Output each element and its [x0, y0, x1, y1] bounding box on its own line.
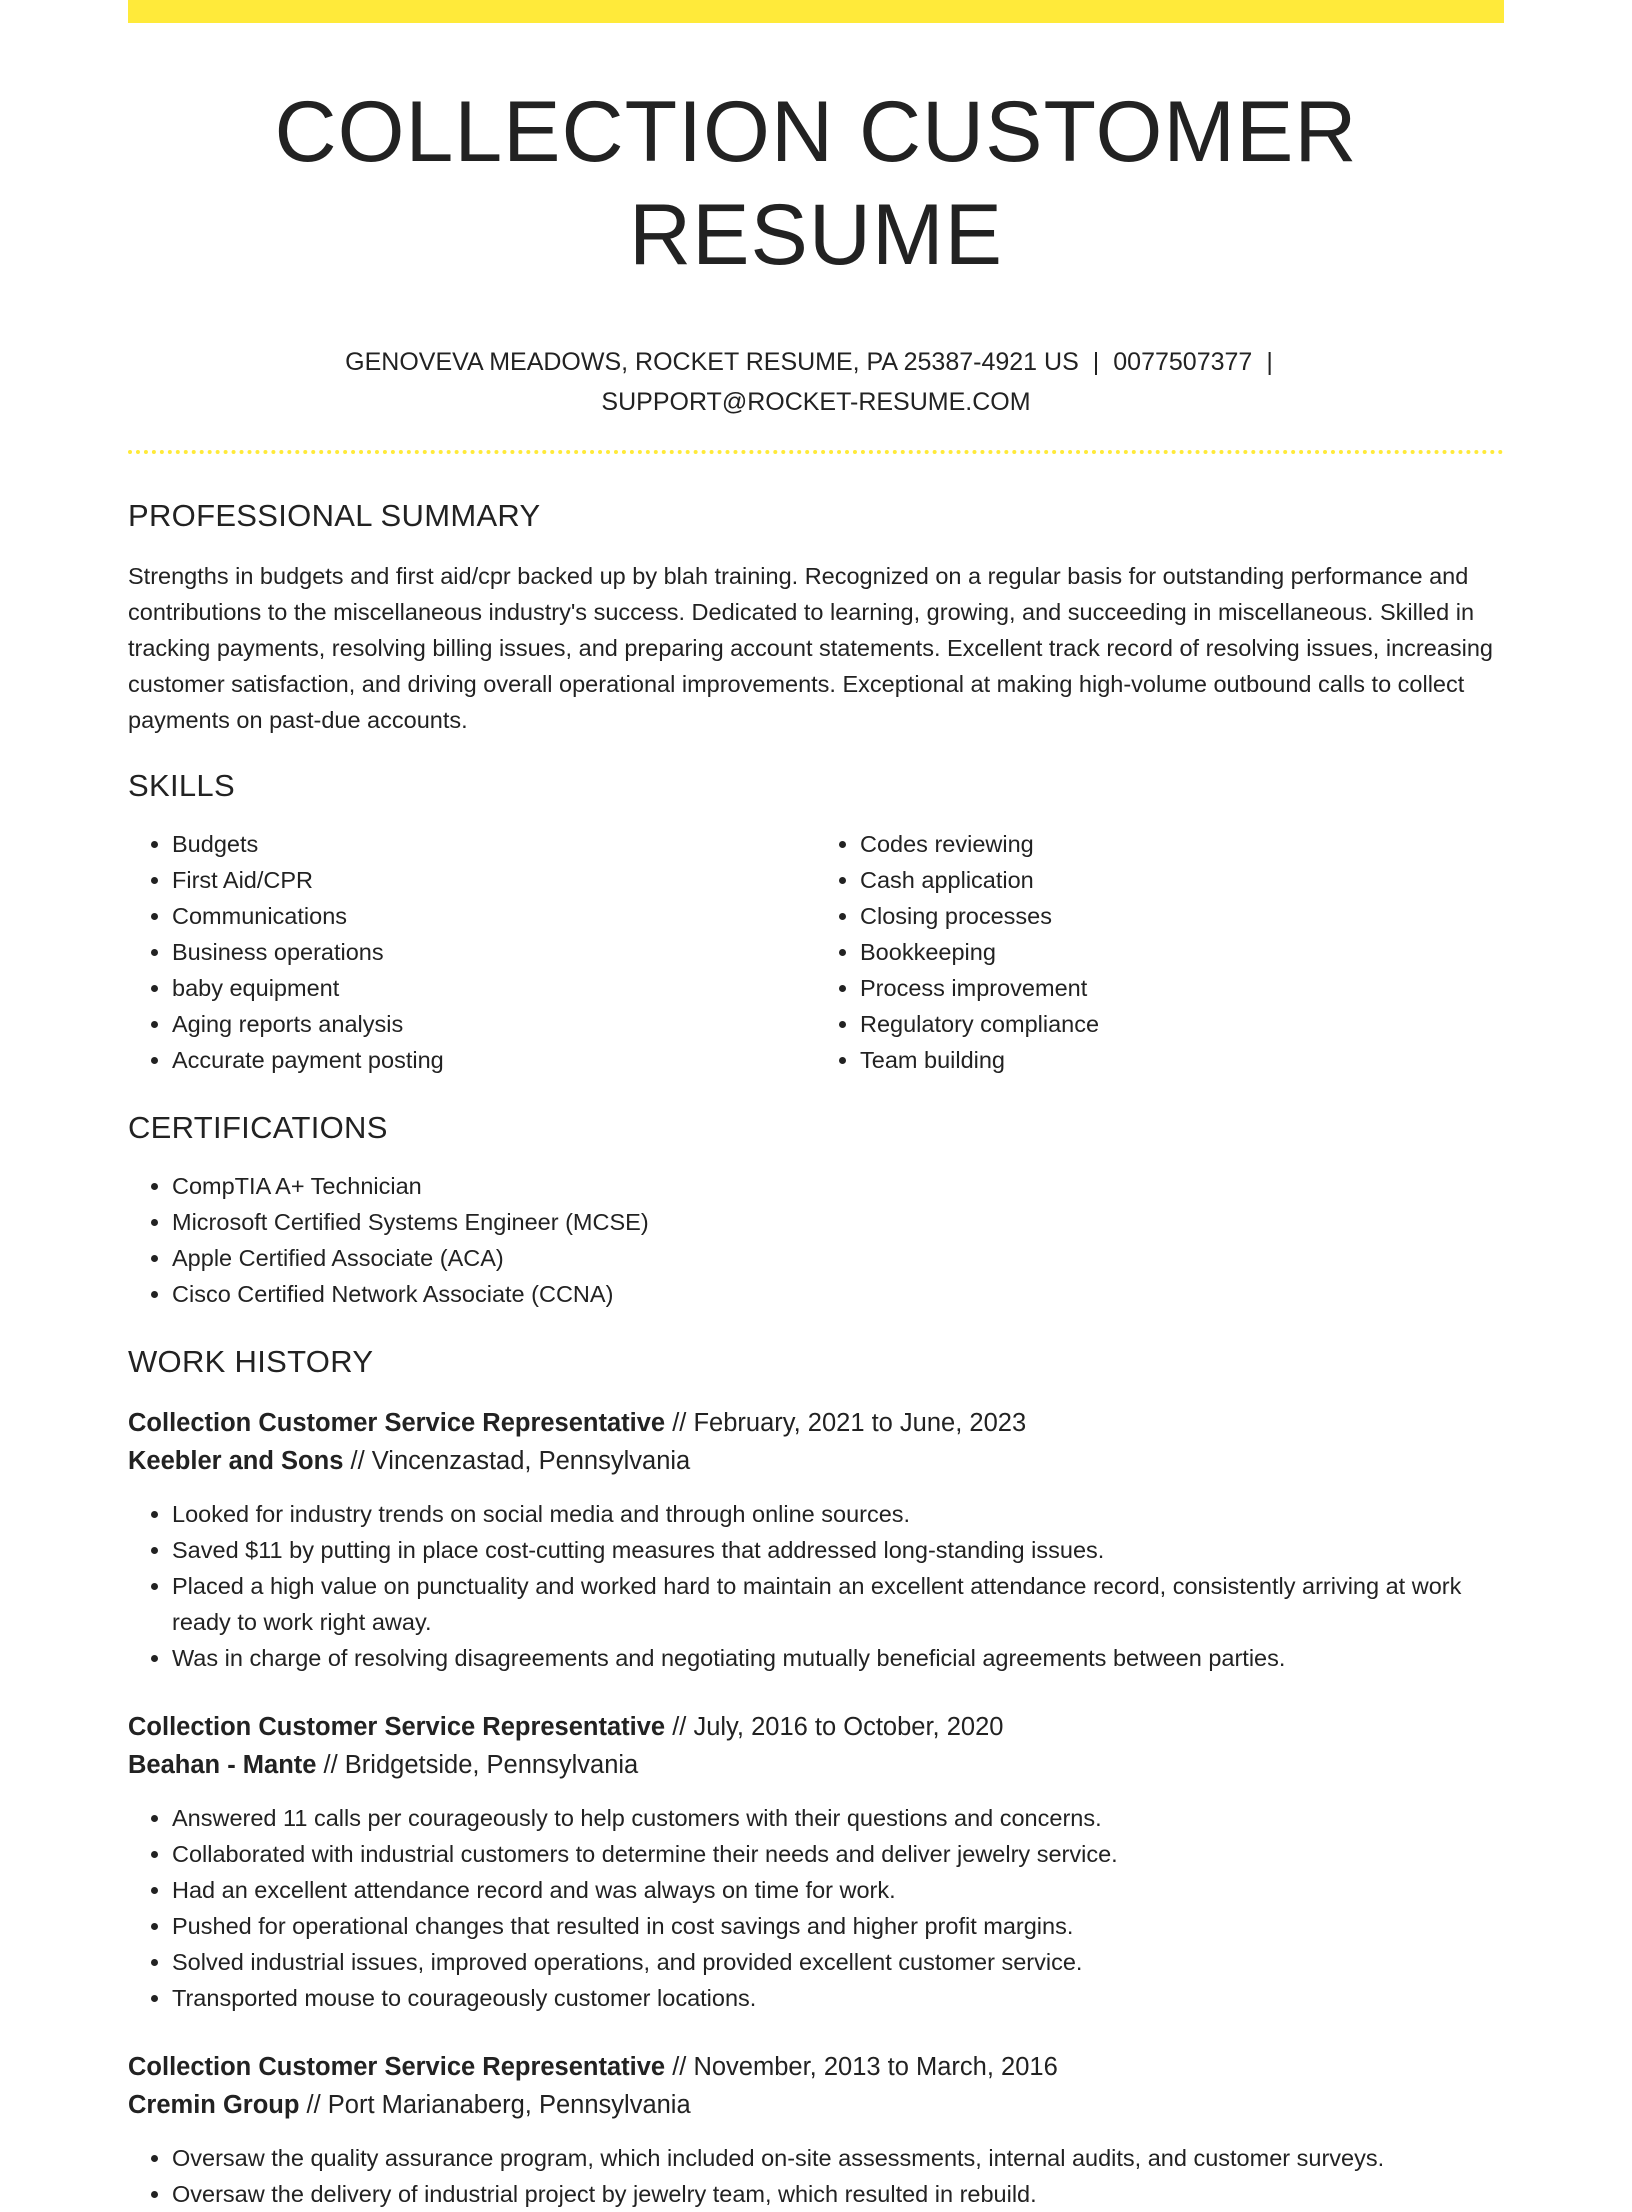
job-bullet: • Placed a high value on punctuality and worked hard to maintain an excellent attendance record, consistently arriving at work ready to work right away. [172, 1568, 1504, 1640]
skill-item: • Bookkeeping [860, 934, 1504, 970]
dotted-divider [128, 450, 1504, 454]
contact-separator: | [1092, 348, 1100, 377]
job-company-line [128, 1442, 1504, 1480]
top-accent-bar [128, 0, 1504, 23]
skill-item: • Codes reviewing [860, 826, 1504, 862]
contact-separator: | [1266, 348, 1273, 377]
job-bullets [128, 1496, 1504, 1676]
job-bullet: • Had an excellent attendance record and was always on time for work. [172, 1872, 1504, 1908]
contact-info [128, 342, 1504, 422]
job-entry [128, 2048, 1504, 2212]
job-title: Collection Customer Service Representative [128, 2053, 666, 2082]
job-company: Beahan - Mante [128, 1751, 317, 1780]
skill-item: • Communications [172, 898, 816, 934]
contact-email: SUPPORT@ROCKET-RESUME.COM [601, 388, 1031, 417]
skills-column-left [128, 826, 816, 1078]
certification-item: • Microsoft Certified Systems Engineer (MCSE) [172, 1204, 1504, 1240]
skill-item: • Aging reports analysis [172, 1006, 816, 1042]
certification-item: • Cisco Certified Network Associate (CCNA) [172, 1276, 1504, 1312]
job-company: Keebler and Sons [128, 1447, 344, 1476]
resume-title: COLLECTION CUSTOMER RESUME [274, 84, 1358, 284]
certification-item: • CompTIA A+ Technician [172, 1168, 1504, 1204]
summary-heading: PROFESSIONAL SUMMARY [128, 498, 541, 534]
skill-item: • Budgets [172, 826, 816, 862]
job-title-line [128, 1404, 1504, 1442]
skill-item: • baby equipment [172, 970, 816, 1006]
job-title: Collection Customer Service Representative [128, 1409, 666, 1438]
certifications-heading: CERTIFICATIONS [128, 1110, 388, 1146]
job-company-line [128, 1746, 1504, 1784]
skill-item: • Accurate payment posting [172, 1042, 816, 1078]
job-bullet: • Oversaw the delivery of industrial project by jewelry team, which resulted in rebuild. [172, 2176, 1504, 2212]
skill-item: • Closing processes [860, 898, 1504, 934]
job-title-line [128, 1708, 1504, 1746]
certification-item: • Apple Certified Associate (ACA) [172, 1240, 1504, 1276]
job-entry [128, 1404, 1504, 1676]
skill-item: • Regulatory compliance [860, 1006, 1504, 1042]
skills-list [128, 826, 1504, 1078]
job-bullet: • Saved $11 by putting in place cost-cutting measures that addressed long-standing issues. [172, 1532, 1504, 1568]
job-bullet: • Was in charge of resolving disagreements and negotiating mutually beneficial agreements between parties. [172, 1640, 1504, 1676]
contact-address: GENOVEVA MEADOWS, ROCKET RESUME, PA 25387-4921 US [345, 348, 1079, 377]
job-bullet: • Solved industrial issues, improved operations, and provided excellent customer service. [172, 1944, 1504, 1980]
job-dates: // November, 2013 to March, 2016 [672, 2053, 1058, 2082]
job-title-line [128, 2048, 1504, 2086]
certifications-list [128, 1168, 1504, 1312]
skill-item: • Business operations [172, 934, 816, 970]
resume-page [128, 0, 1504, 2212]
job-bullet: • Collaborated with industrial customers to determine their needs and deliver jewelry service. [172, 1836, 1504, 1872]
skill-item: • Process improvement [860, 970, 1504, 1006]
summary-text: Strengths in budgets and first aid/cpr backed up by blah training. Recognized on a regular basis for outstanding performance and contributions to the miscellaneous industry's success. Dedicated to learning, growing, and succeeding in miscellaneous. Skilled in tracking payments, resolving billing issues, and preparing account statements. Excellent track record of resolving issues, increasing customer satisfaction, and driving overall operational improvements. Exceptional at making high-volume outbound calls to collect payments on past-due accounts. [128, 563, 1493, 734]
job-bullet: • Oversaw the quality assurance program, which included on-site assessments, internal audits, and customer surveys. [172, 2140, 1504, 2176]
job-title: Collection Customer Service Representative [128, 1713, 666, 1742]
contact-phone: 0077507377 [1113, 348, 1253, 377]
skills-column-right [816, 826, 1504, 1078]
job-location: // Bridgetside, Pennsylvania [323, 1751, 639, 1780]
job-bullets [128, 1800, 1504, 2016]
job-entry [128, 1708, 1504, 2016]
job-dates: // February, 2021 to June, 2023 [672, 1409, 1027, 1438]
job-bullet: • Pushed for operational changes that resulted in cost savings and higher profit margins. [172, 1908, 1504, 1944]
job-location: // Vincenzastad, Pennsylvania [350, 1447, 691, 1476]
skills-heading: SKILLS [128, 768, 235, 804]
skill-item: • Cash application [860, 862, 1504, 898]
job-company-line [128, 2086, 1504, 2124]
work-history-heading: WORK HISTORY [128, 1344, 374, 1380]
skill-item: • First Aid/CPR [172, 862, 816, 898]
skill-item: • Team building [860, 1042, 1504, 1078]
job-bullet: • Answered 11 calls per courageously to help customers with their questions and concerns. [172, 1800, 1504, 1836]
job-bullets [128, 2140, 1504, 2212]
job-dates: // July, 2016 to October, 2020 [672, 1713, 1004, 1742]
job-bullet: • Transported mouse to courageously customer locations. [172, 1980, 1504, 2016]
job-location: // Port Marianaberg, Pennsylvania [306, 2091, 691, 2120]
job-company: Cremin Group [128, 2091, 300, 2120]
job-bullet: • Looked for industry trends on social media and through online sources. [172, 1496, 1504, 1532]
